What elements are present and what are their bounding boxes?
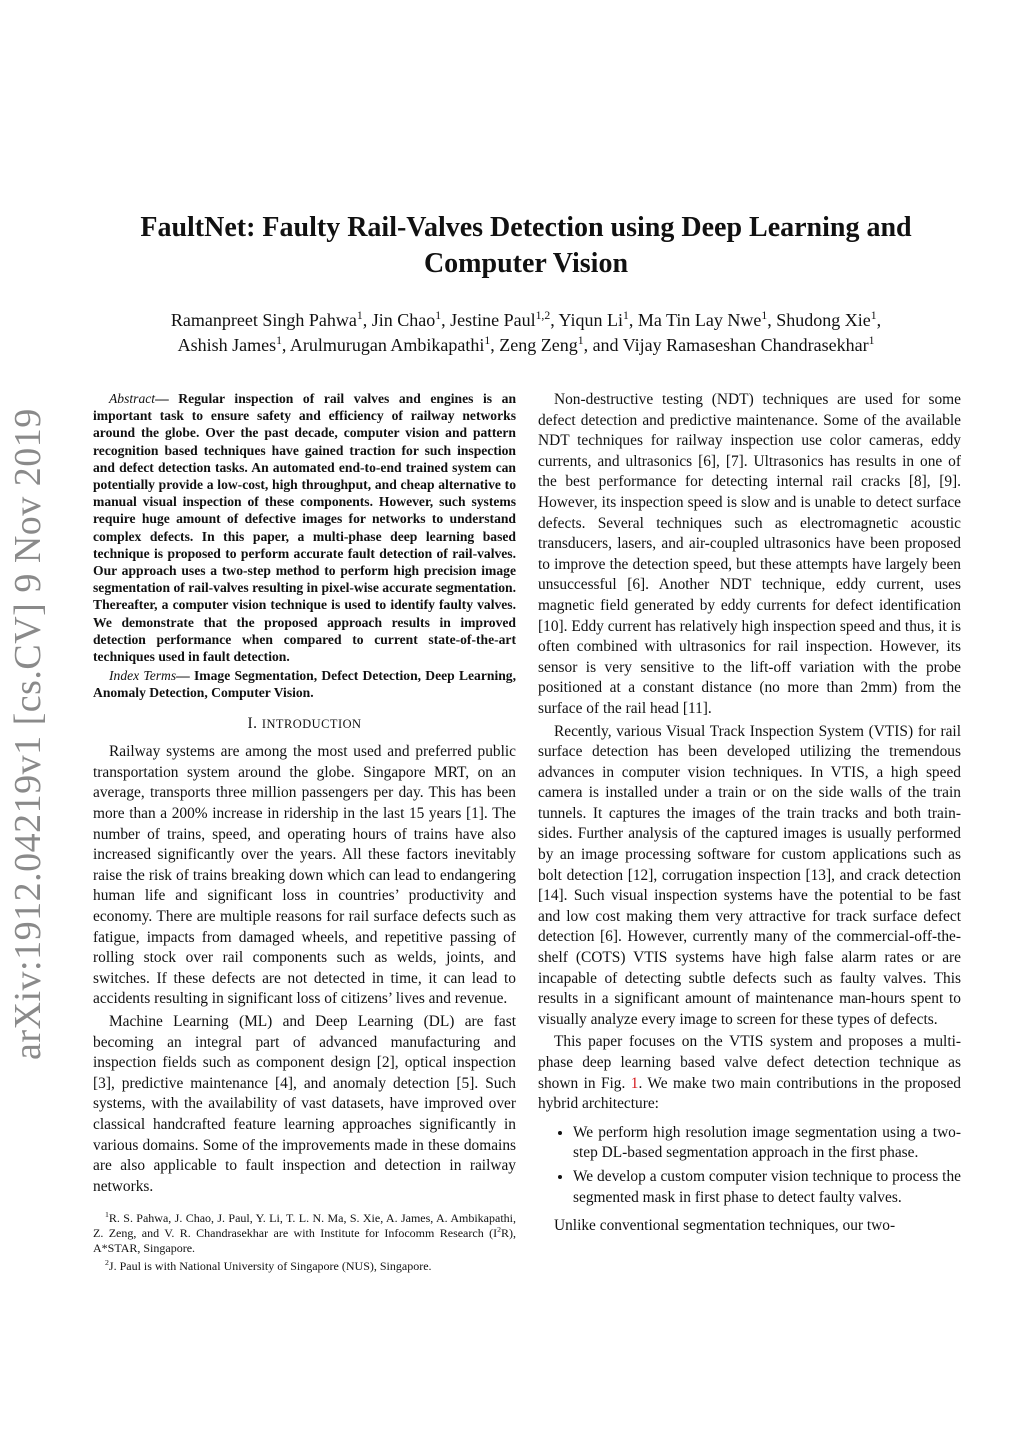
right-column bbox=[538, 390, 961, 1237]
intro-paragraph-2: Machine Learning (ML) and Deep Learning (DL) are fast becoming an integral part of advanced manufacturing and inspection fields such as component design [2], optical inspection [3], predictive maintenance [4], and anomaly detection [5]. Such systems, with the availability of vast datasets, have improved over classical handcrafted feature learning approaches significantly in various domains. Some of the improvements made in these domains are also applicable to fault inspection and detection in railway networks. bbox=[93, 1012, 516, 1195]
index-terms: Index Terms— Image Segmentation, Defect Detection, Deep Learning, Anomaly Detection, Computer Vision. bbox=[93, 668, 516, 701]
vtis-paragraph: Recently, various Visual Track Inspection System (VTIS) for rail surface detection has been developed utilizing the tremendous advances in computer vision techniques. In VTIS, a high speed camera is installed under a train or on the side walls of the train tunnels. It captures the images of the train tracks and both train-sides. Further analysis of the captured images is usually performed by an image processing software for custom applications such as bolt detection [12], corrugation inspection [13], and crack detection [14]. Such visual inspection systems have the potential to be fast and low cost making them very attractive for track surface defect detection [6]. However, currently many of the commercial-off-the-shelf (COTS) VTIS systems have high false alarm rates or are incapable of detecting subtle defects such as faulty valves. This results in a significant amount of maintenance man-hours spent to visually analyze every image to screen for these types of defects. bbox=[538, 722, 961, 1028]
index-terms-label: Index Terms bbox=[109, 668, 177, 684]
author-list bbox=[110, 308, 942, 358]
footnote-1: $^1$R. S. Pahwa, J. Chao, J. Paul, Y. Li, T. L. N. Ma, S. Xie, A. James, A. Ambikapathi, Z. Zeng, and V. R. Chandrasekhar are with Institute for Infocomm Research $(I^2R)$, A*STAR, Singapore. bbox=[93, 1210, 516, 1256]
left-column bbox=[93, 390, 516, 1277]
abstract-label: Abstract bbox=[109, 391, 156, 406]
contributions-list bbox=[538, 1123, 961, 1208]
abstract: Abstract— Regular inspection of rail valves and engines is an important task to ensure safety and efficiency of railway networks around the globe. Over the past decade, computer vision and pattern recognition based techniques have gained traction for such inspection and defect detection tasks. An automated end-to-end trained system can potentially provide a low-cost, high throughput, and cheap alternative to manual visual inspection of these components. However, such systems require huge amount of defective images for networks to understand complex defects. In this paper, a multi-phase deep learning based technique is proposed to perform accurate fault detection of rail-valves. Our approach uses a two-step method to perform high precision image segmentation of rail-valves resulting in pixel-wise accurate segmentation. Thereafter, a computer vision technique is used to identify faulty valves. We demonstrate that the proposed approach results in improved detection performance when compared to current state-of-the-art techniques used in fault detection. bbox=[93, 391, 517, 665]
section-heading-introduction bbox=[93, 714, 516, 735]
arxiv-identifier: arXiv:1912.04219v1 [cs.CV] 9 Nov 2019 bbox=[7, 408, 49, 1060]
index-terms-text: Image Segmentation, Defect Detection, Deep Learning, Anomaly Detection, Computer Vision. bbox=[93, 668, 516, 701]
closing-paragraph: Unlike conventional segmentation techniques, our two- bbox=[554, 1217, 896, 1235]
author-line-2: Ashish James$^1$, Arulmurugan Ambikapathi$^1$, Zeng Zeng$^1$, and Vijay Ramaseshan Chandrasekhar$^1$ bbox=[177, 334, 875, 355]
section-title: INTRODUCTION bbox=[261, 716, 362, 731]
figure-reference-link[interactable]: 1 bbox=[630, 1074, 639, 1092]
author-line-1: Ramanpreet Singh Pahwa$^1$, Jin Chao$^1$, Jestine Paul$^{1,2}$, Yiqun Li$^1$, Ma Tin Lay Nwe$^1$, Shudong Xie$^1$, bbox=[170, 309, 882, 330]
section-number: I. bbox=[247, 714, 258, 732]
list-item: • We develop a custom computer vision technique to process the segmented mask in first phase to detect faulty valves. bbox=[573, 1167, 961, 1208]
footnotes bbox=[93, 1211, 516, 1274]
focus-paragraph: This paper focuses on the VTIS system and proposes a multi-phase deep learning based valve defect detection technique as shown in Fig. 1. We make two main contributions in the proposed hybrid architecture: bbox=[538, 1033, 961, 1113]
footnote-2: $^2$J. Paul is with National University of Singapore (NUS), Singapore. bbox=[105, 1258, 432, 1274]
paper-title: FaultNet: Faulty Rail-Valves Detection using Deep Learning and Computer Vision bbox=[140, 212, 912, 279]
list-item: • We perform high resolution image segmentation using a two-step DL-based segmentation approach in the first phase. bbox=[573, 1123, 961, 1164]
ndt-paragraph: Non-destructive testing (NDT) techniques are used for some defect detection and predictive maintenance. Some of the available NDT techniques for railway inspection use color cameras, eddy currents, and ultrasonics [6], [7]. Ultrasonics has results in one of the best performance for detecting internal rail cracks [8], [9]. However, its inspection speed is slow and is unable to detect surface defects. Several techniques such as electromagnetic acoustic transducers, lasers, and air-coupled ultrasonics have been proposed to improve the detection speed, but these attempts have largely been unsuccessful [6]. Another NDT technique, eddy current, uses magnetic field generated by eddy currents for defect identification [10]. Eddy current has relatively high inspection speed and thus, it is often combined with ultrasonics for rail inspection. However, its sensor is very sensitive to the lift-off variation with the probe positioned at a constant distance (no more than 2mm) from the surface of the rail head [11]. bbox=[538, 391, 961, 717]
intro-paragraph-1: Railway systems are among the most used and preferred public transportation system around the globe. Singapore MRT, on an average, transports three million passengers per day. This has been more than a 200% increase in ridership in the last 15 years [1]. The number of trains, speed, and operating hours of trains have also increased significantly over the years. All these factors inevitably raise the risk of trains breaking down which can lead to endangering human life and significant loss in countries’ productivity and economy. There are multiple reasons for rail surface defects such as fatigue, impacts from damaged wheels, and repetitive passing of rolling stock over rail components such as welds, joints, and switches. If these defects are not detected in time, it can lead to accidents resulting in significant loss of citizens’ lives and revenue. bbox=[93, 743, 516, 1008]
abstract-text: Regular inspection of rail valves and engines is an important task to ensure safety and efficiency of railway networks around the globe. Over the past decade, computer vision and pattern recognition based techniques have gained traction for such inspection and defect detection tasks. An automated end-to-end trained system can potentially provide a low-cost, high throughput, and cheap alternative to manual visual inspection of these components. However, such systems require huge amount of defective images for networks to understand complex defects. In this paper, a multi-phase deep learning based technique is proposed to perform accurate fault detection of rail-valves. Our approach uses a two-step method to perform high precision image segmentation of rail-valves resulting in pixel-wise accurate segmentation. Thereafter, a computer vision technique is used to identify faulty valves. We demonstrate that the proposed approach results in improved detection performance when compared to current state-of-the-art techniques used in fault detection. bbox=[93, 391, 517, 665]
